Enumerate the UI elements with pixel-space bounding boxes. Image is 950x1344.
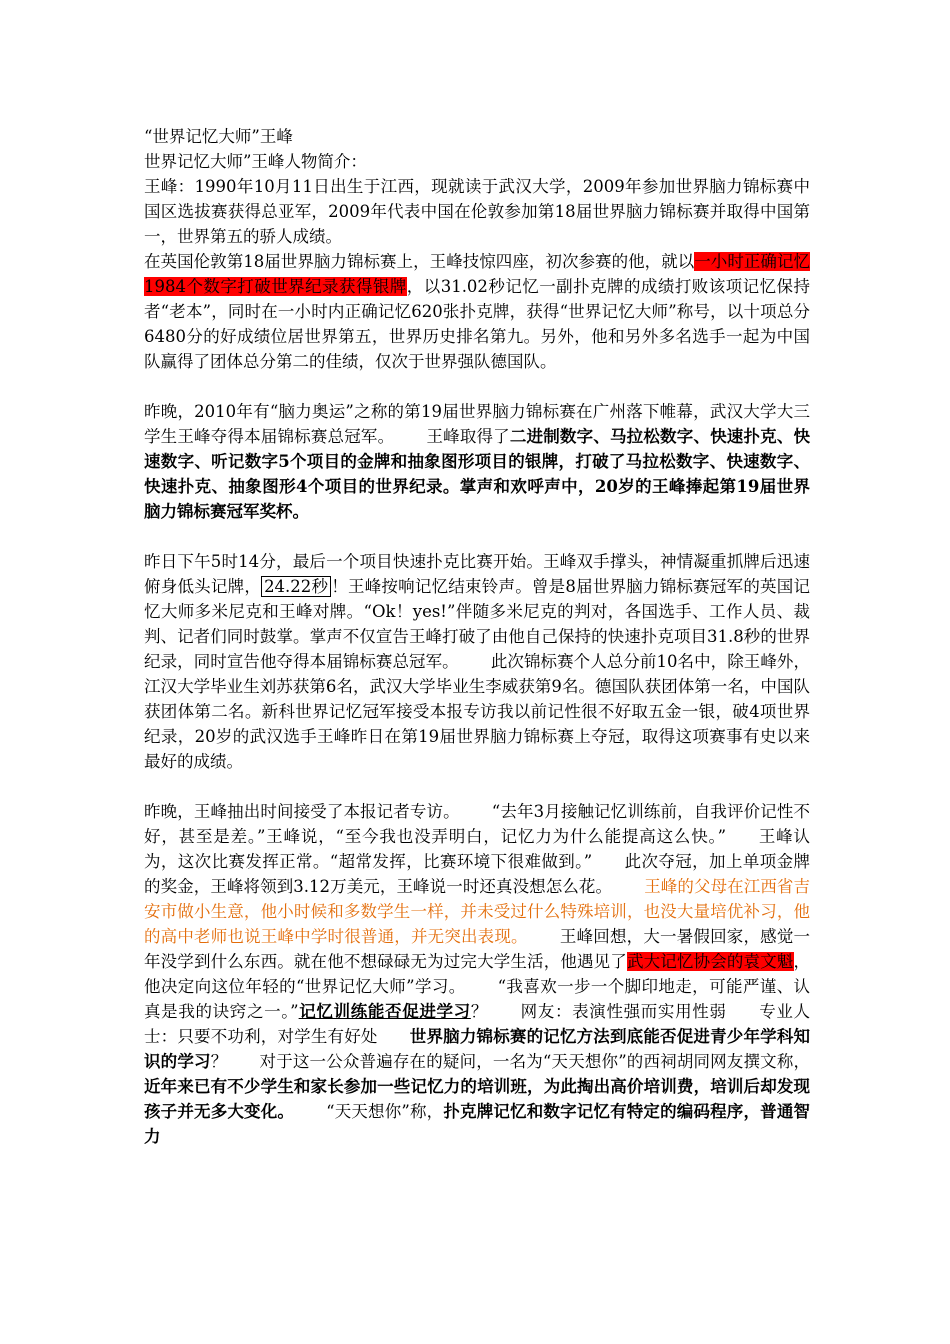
text: 在英国伦敦第18届世界脑力锦标赛上，王峰技惊四座，初次参赛的他，就以: [144, 252, 695, 271]
text: 此次锦标赛个人总分前10名中，除王峰外，江汉大学毕业生刘苏获第6名，武汉大学毕业生李威获第9名。德国队获团体第一名，中国队获团体第二名。新科世界记忆冠军接受本报专访我以前记性很不好取五金一银，破4项世界纪录，20岁的武汉选手王峰昨日在第19届世界脑力锦标赛上夺冠，取得这项赛事有史以来最好的成绩。: [144, 652, 810, 771]
bold-text: 世界脑力锦标赛的记忆方法到底能否促进青少年学科知识的学习: [144, 1027, 811, 1071]
article-title: “世界记忆大师”王峰: [144, 127, 293, 146]
text: ！王峰按响记忆结束铃声。曾是8届世界脑力锦标赛冠军的英国记忆大师多米尼克和王峰对牌。“Ok！yes!”伴随多米尼克的判对，各国选手、工作人员、裁判、记者们同时鼓掌。掌声不仅宣告王峰打破了由他自己保持的快速扑克项目31.8秒的世界纪录，同时宣告他夺得本届锦标赛总冠军。: [144, 577, 810, 671]
text: 网友：表演性强而实用性弱: [520, 1002, 727, 1021]
profile-heading: 世界记忆大师”王峰人物简介：: [144, 152, 367, 171]
underlined-heading: 记忆训练能否促进学习: [298, 1002, 471, 1021]
paragraph-london: [144, 249, 810, 374]
paragraph-final-event: [144, 549, 810, 774]
text: 昨晚，王峰抽出时间接受了本报记者专访。: [144, 802, 460, 821]
text: “我喜欢一步一个脚印地走，可能严谨、认真是我的诀窍之一。”: [144, 977, 811, 1021]
text: 王峰回想，大一暑假回家，感觉一年没学到什么东西。就在他不想碌碌无为过完大学生活，他遇见了: [144, 927, 811, 971]
paragraph-profile: 王峰：1990年10月11日出生于江西，现就读于武汉大学，2009年参加世界脑力锦标赛中国区选拔赛获得总亚军，2009年代表中国在伦敦参加第18届世界脑力锦标赛并取得中国第一，世界第五的骄人成绩。: [144, 177, 810, 246]
text: 对于这一公众普遍存在的疑问，一名为“天天想你”的西祠胡同网友撰文称，: [259, 1052, 811, 1071]
paragraph-interview: [144, 799, 810, 1149]
text: “去年3月接触记忆训练前，自我评价记性不好，甚至是差。”王峰说，“至今我也没弄明白，记忆力为什么能提高这么快。”: [144, 802, 810, 846]
text: ？: [470, 1002, 489, 1021]
orange-text: 王峰的父母在江西省吉安市做小生意，他小时候和多数学生一样，并未受过什么特殊培训，也没大量培优补习，他的高中老师也说王峰中学时很普通，并无突出表现。: [144, 877, 811, 946]
paragraph-gap: [144, 774, 810, 799]
boxed-time: 24.22秒: [261, 576, 331, 597]
article-body: [144, 124, 810, 1149]
text: 昨晚，2010年有“脑力奥运”之称的第19届世界脑力锦标赛在广州落下帷幕，武汉大学大三学生王峰夺得本届锦标赛总冠军。: [144, 402, 810, 446]
paragraph-guangzhou: [144, 399, 810, 524]
text: ，他决定向这位年轻的“世界记忆大师”学习。: [144, 952, 811, 996]
text: 此次夺冠，加上单项金牌的奖金，王峰将领到3.12万美元，王峰说一时还真没想怎么花。: [144, 852, 811, 896]
text: “天天想你”称，: [326, 1102, 444, 1121]
highlighted-text: 一小时正确记忆1984个数字打破世界纪录获得银牌: [144, 252, 810, 296]
text: 昨日下午5时14分，最后一个项目快速扑克比赛开始。王峰双手撑头，神情凝重抓牌后迅速俯身低头记牌，: [144, 552, 810, 596]
text: 专业人士：只要不功利，对学生有好处: [144, 1002, 811, 1046]
bold-text: 二进制数字、马拉松数字、快速扑克、快速数字、听记数字5个项目的金牌和抽象图形项目的银牌，打破了马拉松数字、快速数字、快速扑克、抽象图形4个项目的世界纪录。掌声和欢呼声中，20岁的王峰捧起第19届世界脑力锦标赛冠军奖杯。: [144, 427, 811, 521]
text: ，以31.02秒记忆一副扑克牌的成绩打败该项记忆保持者“老本”，同时在一小时内正确记忆620张扑克牌，获得“世界记忆大师”称号，以十项总分6480分的好成绩位居世界第五，世界历史排名第九。另外，他和另外多名选手一起为中国队赢得了团体总分第二的佳绩，仅次于世界强队德国队。: [144, 277, 810, 371]
paragraph-gap: [144, 524, 810, 549]
bold-text: 近年来已有不少学生和家长参加一些记忆力的培训班，为此掏出高价培训费，培训后却发现孩子并无多大变化。: [144, 1077, 810, 1121]
text: 王峰取得了: [426, 427, 510, 446]
bold-text: 扑克牌记忆和数字记忆有特定的编码程序，普通智力: [144, 1102, 811, 1146]
text: 王峰认为，这次比赛发挥正常。“超常发挥，比赛环境下很难做到。”: [144, 827, 810, 871]
text: ？: [210, 1052, 228, 1071]
highlighted-text: 武大记忆协会的袁文魁: [626, 952, 794, 971]
paragraph-gap: [144, 374, 810, 399]
